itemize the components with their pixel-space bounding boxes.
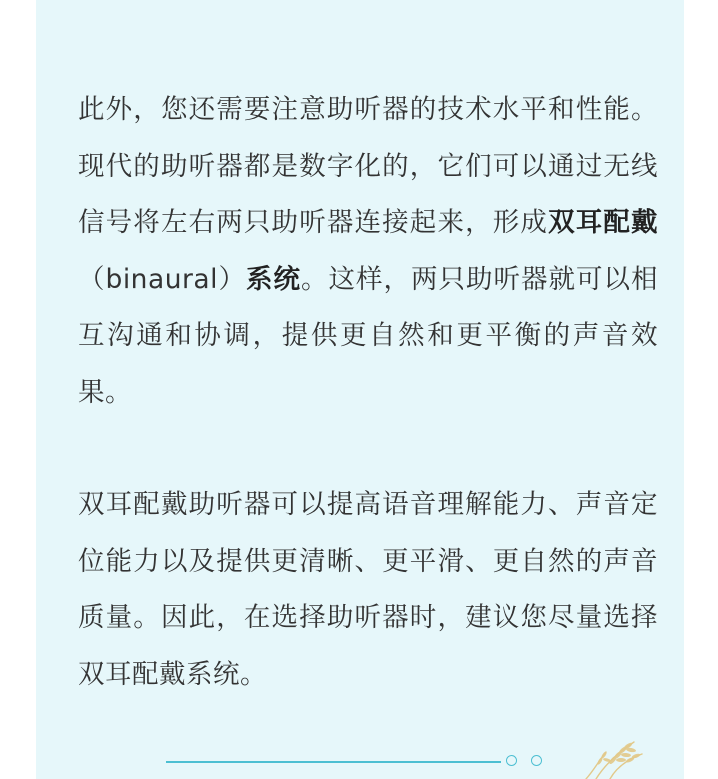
paragraph-1-bold-term: 双耳配戴: [548, 207, 659, 238]
footer-dot-2: [531, 755, 542, 766]
paragraph-1-text-b: （binaural）: [78, 263, 247, 295]
footer-dot-1: [506, 755, 517, 766]
paragraph-1: [78, 82, 658, 421]
paragraph-1-text-a: 此外，您还需要注意助听器的技术水平和性能。现代的助听器都是数字化的，它们可以通过无线信号将左右两只助听器连接起来，形成: [78, 94, 658, 238]
paragraph-1-text-c: 。这样，两只助听器就可以相互沟通和协调，提供更自然和更平衡的声音效果。: [78, 263, 659, 408]
wheat-ornament-icon: [576, 738, 646, 779]
article-card: [36, 0, 684, 779]
paragraph-2: 双耳配戴助听器可以提高语音理解能力、声音定位能力以及提供更清晰、更平滑、更自然的声音质量。因此，在选择助听器时，建议您尽量选择双耳配戴系统。: [78, 489, 658, 690]
article-body: [78, 82, 658, 703]
paragraph-1-bold-system: 系统: [246, 263, 302, 295]
footer-divider: [166, 761, 501, 763]
